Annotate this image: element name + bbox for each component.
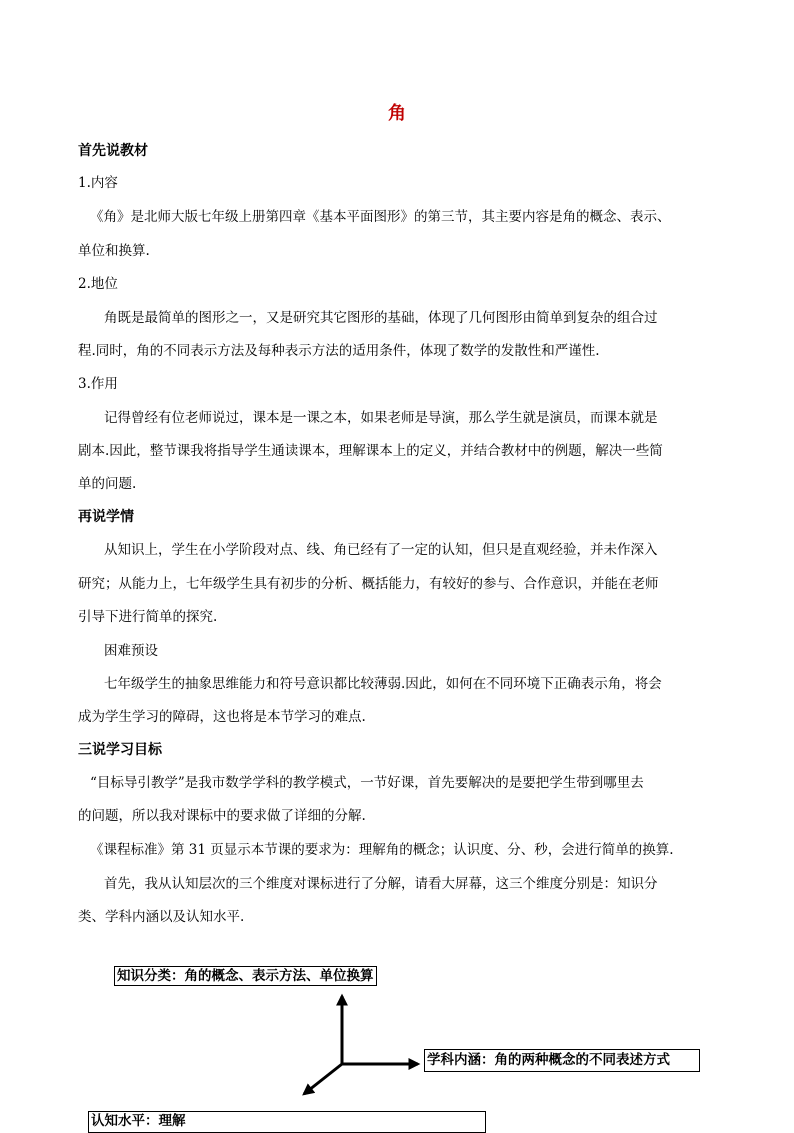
paragraph-line: 的问题，所以我对课标中的要求做了详细的分解. <box>78 808 366 824</box>
paragraph-line: 单位和换算. <box>78 243 150 259</box>
subject-connotation-box: 学科内涵：角的两种概念的不同表述方式 <box>424 1049 700 1072</box>
paragraph-line: 研究；从能力上，七年级学生具有初步的分析、概括能力，有较好的参与、合作意识，并能在老师 <box>78 576 659 592</box>
paragraph-line: 七年级学生的抽象思维能力和符号意识都比较薄弱.因此，如何在不同环境下正确表示角，将会 <box>104 676 662 692</box>
subheading-content: 1.内容 <box>78 175 118 191</box>
paragraph-line: 角既是最简单的图形之一，又是研究其它图形的基础，体现了几何图形由简单到复杂的组合过 <box>104 310 658 326</box>
paragraph-line: 《课程标准》第 31 页显示本节课的要求为：理解角的概念；认识度、分、秒，会进行简单的换算. <box>90 842 674 858</box>
subheading-role: 3.作用 <box>78 376 118 392</box>
paragraph-line: 类、学科内涵以及认知水平. <box>78 909 245 925</box>
diagonal-axis-arrow <box>304 1064 342 1094</box>
knowledge-category-box: 知识分类：角的概念、表示方法、单位换算 <box>114 966 377 986</box>
paragraph-line: 首先，我从认知层次的三个维度对课标进行了分解，请看大屏幕，这三个维度分别是：知识分 <box>104 876 658 892</box>
subheading-position: 2.地位 <box>78 276 118 292</box>
paragraph-line: 程.同时，角的不同表示方法及每种表示方法的适用条件，体现了数学的发散性和严谨性. <box>78 343 600 359</box>
page-title: 角 <box>388 103 406 124</box>
paragraph-line: 成为学生学习的障碍，这也将是本节学习的难点. <box>78 709 366 725</box>
paragraph-line: 《角》是北师大版七年级上册第四章《基本平面图形》的第三节，其主要内容是角的概念、表示、 <box>90 209 671 225</box>
paragraph-line: 从知识上，学生在小学阶段对点、线、角已经有了一定的认知，但只是直观经验，并未作深入 <box>104 542 658 558</box>
cognitive-level-box: 认知水平：理解 <box>88 1111 486 1133</box>
heading-learners: 再说学情 <box>78 509 134 525</box>
paragraph-line: 记得曾经有位老师说过，课本是一课之本，如果老师是导演，那么学生就是演员，而课本就是 <box>104 410 658 426</box>
heading-goals: 三说学习目标 <box>78 742 162 758</box>
paragraph-line: 剧本.因此，整节课我将指导学生通读课本，理解课本上的定义，并结合教材中的例题，解决一些简 <box>78 443 663 459</box>
subheading-difficulty: 困难预设 <box>104 643 158 659</box>
paragraph-line: 引导下进行简单的探究. <box>78 609 218 625</box>
paragraph-line: “目标导引教学”是我市数学学科的教学模式，一节好课，首先要解决的是要把学生带到哪里去 <box>90 775 644 791</box>
paragraph-line: 单的问题. <box>78 476 137 492</box>
heading-textbook: 首先说教材 <box>78 143 148 159</box>
